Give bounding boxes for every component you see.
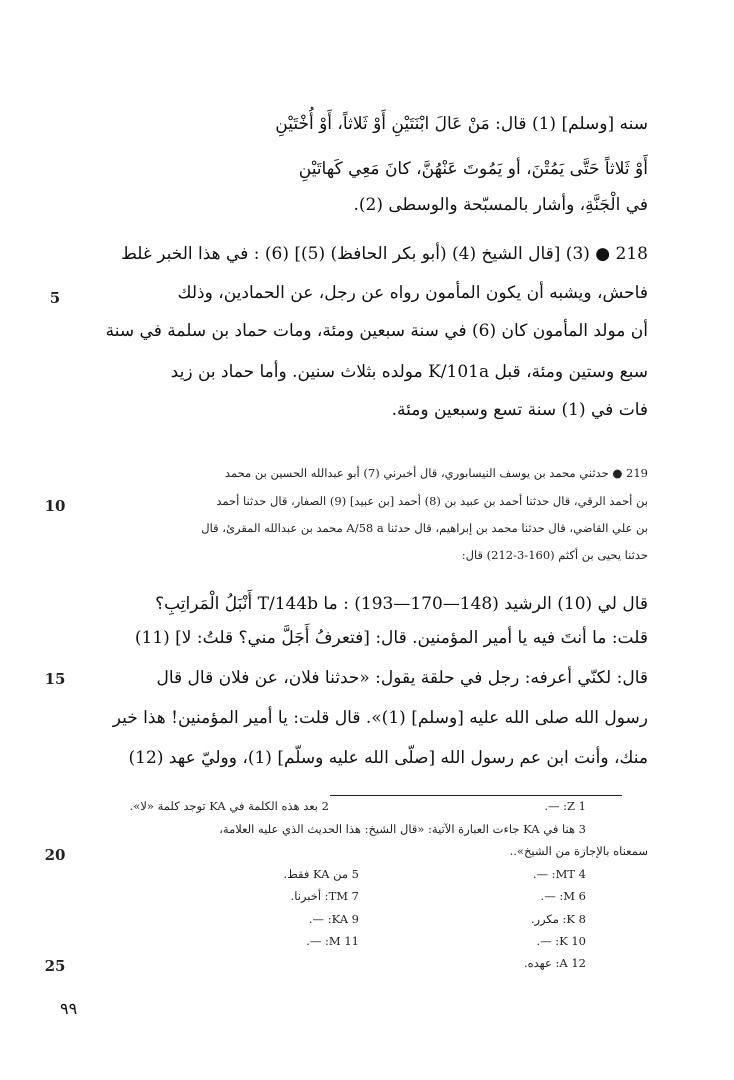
text-line: فاحش، ويشبه أن يكون المأمون رواه عن رجل، عن الحمادين، وذلك <box>177 283 648 303</box>
page-number: ٩٩ <box>60 999 78 1018</box>
footnote: 3 هنا في KA جاءت العبارة الآتية: «قال الشيخ: هذا الحديث الذي عليه العلامة، <box>219 822 586 836</box>
text-line: أَوْ ثَلاثاً حَتَّى يَمُتْنَ، أو يَمُوتَ عَنْهُنَّ، كانَ مَعِي كَهاتَيْنِ <box>298 159 648 179</box>
line-number: 15 <box>44 670 66 688</box>
footnote: 11 M: —. <box>306 934 359 948</box>
text-line: في الْجَنَّةِ، وأشار بالمسبّحة والوسطى (2). <box>353 195 648 215</box>
line-number: 20 <box>44 846 66 864</box>
footnote: 1 Z: —. <box>544 799 586 813</box>
text-line: رسول الله صلى الله عليه [وسلم] (1)». قال قلت: يا أمير المؤمنين! هذا خير <box>112 708 648 728</box>
text-line: قلت: ما أنتَ فيه يا أمير المؤمنين. قال: [فتعرفُ أَجَلَّ مني؟ قلتُ: لا] (11) <box>134 628 648 648</box>
line-number: 5 <box>49 289 61 307</box>
text-line: 219 ● حدثني محمد بن يوسف النيسابوري، قال أخبرني (7) أبو عبدالله الحسين بن محمد <box>224 466 648 480</box>
text-line: سبع وستين ومئة، قبل K/101a مولده بثلاث سنين. وأما حماد بن زيد <box>170 362 648 382</box>
footnote-divider <box>330 795 622 796</box>
line-number: 10 <box>44 497 66 515</box>
text-line: قال: لكنّي أعرفه: رجل في حلقة يقول: «حدثنا فلان، عن فلان قال قال <box>156 668 648 688</box>
footnote: 10 K: —. <box>536 934 586 948</box>
text-line: 218 ● (3) [قال الشيخ (4) (أبو بكر الحافظ) (5)] (6) : في هذا الخبر غلط <box>121 244 648 264</box>
footnote: 8 K: مكرر. <box>530 912 586 926</box>
footnote: 5 من KA فقط. <box>283 867 359 881</box>
line-number: 25 <box>44 957 66 975</box>
text-line: أن مولد المأمون كان (6) في سنة سبعين ومئة، ومات حماد بن سلمة في سنة <box>105 321 648 341</box>
text-line: بن أحمد الرقي، قال حدثنا أحمد بن عبيد بن (8) أحمد [بن عبيد] (9) الصفار، قال حدثنا أحمد <box>216 494 648 508</box>
text-line: قال لي (10) الرشيد (148—170—193) : ما T/144b أَنْبَلُ الْمَراتِبِ؟ <box>155 594 648 614</box>
text-line: بن علي القاضي، قال حدثنا محمد بن إبراهيم، قال حدثنا A/58 a محمد بن عبدالله المقرئ، قال <box>201 521 648 535</box>
footnote: 12 A: عهده. <box>523 956 586 970</box>
text-line: حدثنا يحيى بن أكثم (160-3-212) قال: <box>461 548 648 562</box>
text-line: منك، وأنت ابن عم رسول الله [صلّى الله عليه وسلّم] (1)، ووليّ عهد (12) <box>128 748 648 768</box>
text-line: سنه [وسلم] (1) قال: مَنْ عَالَ ابْنَتَيْنِ أَوْ ثَلاثاً، أَوْ أُخْتَيْنِ <box>275 114 648 134</box>
footnote: 9 KA: —. <box>308 912 359 926</box>
footnote: 4 MT: —. <box>532 867 586 881</box>
footnote: 2 بعد هذه الكلمة في KA توجد كلمة «لا». <box>129 799 329 813</box>
footnote: 6 M: —. <box>540 889 586 903</box>
footnote: 7 TM: أخبرنا. <box>290 889 359 903</box>
text-line: فات في (1) سنة تسع وسبعين ومئة. <box>391 400 648 420</box>
footnote: سمعناه بالإجازة من الشيخ».. <box>509 844 648 858</box>
